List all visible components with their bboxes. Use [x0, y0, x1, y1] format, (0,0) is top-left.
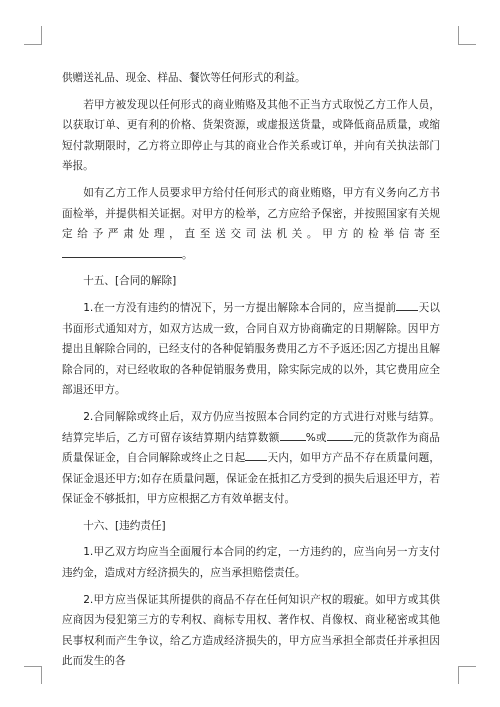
fill-blank-refund-days[interactable]	[245, 450, 267, 462]
crop-mark-bottom-left	[41, 666, 42, 684]
crop-mark-top-right	[458, 44, 476, 45]
paragraph-continuation: 供赠送礼品、现金、样品、餐饮等任何形式的利益。	[62, 72, 306, 84]
crop-mark-bottom-right	[458, 666, 476, 667]
fill-blank-amount[interactable]	[327, 429, 353, 441]
paragraph-liability-1: 1.甲乙双方均应当全面履行本合同的约定，一方违约的，应当向另一方支付违约金，造成对方经济损失的，应当承担赔偿责任。	[62, 546, 440, 580]
paragraph-liability-2: 2.甲方应当保证其所提供的商品不存在任何知识产权的瑕疵。如甲方或其供应商因为侵犯第三方的专利权、商标专用权、著作权、肖像权、商业秘密或其他民事权利而产生争议，给乙方造成经济损失的，甲方应当承担全部责任并承担因此而发生的各	[62, 593, 440, 668]
fill-blank-address[interactable]	[62, 246, 182, 258]
section-heading-15: 十五、[合同的解除]	[83, 275, 177, 288]
document-body	[62, 68, 440, 672]
paragraph-termination-1: 1.在一方没有违约的情况下，另一方提出解除本合同的，应当提前 天以书面形式通知对方，如双方达成一致，合同自双方协商确定的日期解除。因甲方提出且解除合同的，已经支付的各种促销服务费用乙方不予返还;因乙方提出且解除合同的，对已经收取的各种促销服务费用，除实际完成的以外，其它费用应全部退还甲方。	[62, 298, 440, 401]
paragraph-termination-2: 2.合同解除或终止后，双方仍应当按照本合同约定的方式进行对账与结算。结算完毕后，乙方可留存该结算期内结算数额 %或 元的货款作为商品质量保证金，自合同解除或终止之日起 天内，如甲方产品不存在质量问题，保证金退还甲方;如存在质量问题，保证金在抵扣乙方受到的损失后退还甲方，若保证金不够抵扣，甲方应根据乙方有效单据支付。	[62, 410, 441, 506]
paragraph-bribery-report: 若甲方被发现以任何形式的商业贿赂及其他不正当方式取悦乙方工作人员，以获取订单、更有利的价格、货架资源，或虚报送货量，或降低商品质量，或缩短付款期限时，乙方将立即停止与其的商业合作关系或订单，并向有关执法部门举报。	[62, 98, 440, 173]
section-heading-16: 十六、[违约责任]	[83, 519, 166, 532]
crop-mark-top-left	[41, 26, 42, 44]
crop-mark-bottom-right	[458, 666, 459, 684]
fill-blank-percent[interactable]	[280, 429, 306, 441]
crop-mark-top-left	[24, 44, 42, 45]
crop-mark-top-right	[458, 26, 459, 44]
paragraph-whistleblow: 如有乙方工作人员要求甲方给付任何形式的商业贿赂，甲方有义务向乙方书面检举，并提供相关证据。对甲方的检举，乙方应给予保密，并按照国家有关规定给予严肃处理，直至送交司法机关。甲方的检举信寄至。	[62, 186, 440, 261]
fill-blank-days[interactable]	[396, 299, 418, 311]
crop-mark-bottom-left	[24, 666, 42, 667]
